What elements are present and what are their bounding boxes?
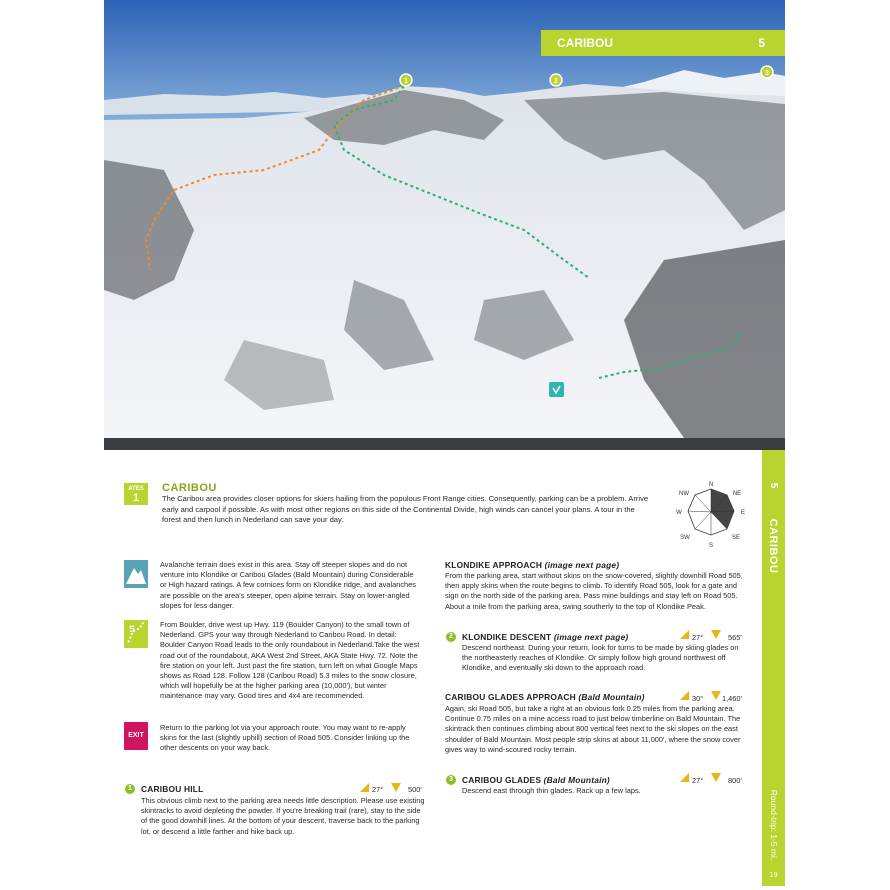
- angle-icon: [680, 691, 689, 700]
- route-1-title: CARIBOU HILL: [141, 784, 204, 794]
- directions-icon: [124, 620, 148, 648]
- avalanche-text: Avalanche terrain does exist in this area. Stay off steeper slopes and do not venture into Klondike or Caribou Glades (Bald Mountain) during Considerable or High hazard ratings. A few cornices form on Klondike ridge, and avalanches are possible on the area's steeper, open alpine terrain. Stay on lower-angled slopes for less danger.: [160, 560, 416, 610]
- exit-text: Return to the parking lot via your approach route. You may want to re-apply skins for the last (slightly uphill) section of Road 505. Consider linking up the other descents on your way back.: [160, 723, 410, 753]
- compass-w: W: [676, 510, 682, 516]
- side-tab: [762, 450, 785, 886]
- angle-icon: [680, 630, 689, 639]
- route-3-vert: 800': [728, 776, 742, 785]
- route-3-marker: 3: [446, 775, 456, 785]
- area-intro: The Caribou area provides closer options for skiers hailing from the populous Front Range cities. Consequently, parking can be a problem. Arrive early and carpool if possible. As with most other regions on this side of the Continental Divide, high winds can cancel your plans. A tour in the forest and then lunch in Nederland can save your day.: [162, 494, 649, 524]
- compass-n: N: [708, 482, 714, 488]
- route-2-text: Descend northeast. During your return, look for turns to be made by skiing glades on the northeasterly reaches of Klondike. Or simply follow high ground northwest off Klondike, and eventually ski down to the approach road.: [462, 643, 739, 673]
- route-2-marker: 2: [446, 632, 456, 642]
- round-trip-label: Round-trip: 1-5 mi.: [769, 789, 779, 861]
- vertical-icon: [391, 783, 401, 792]
- exit-icon: EXIT: [124, 722, 148, 750]
- glades-approach-angle: 30°: [692, 694, 704, 703]
- angle-icon: [680, 773, 689, 782]
- aspect-compass: [672, 481, 750, 555]
- route-1-angle: 27°: [372, 785, 384, 794]
- glades-approach-text: Again, ski Road 505, but take a right at an obvious fork 0.25 miles from the parking area. Continue 0.75 miles on a mine access road to just below timberline on Bald Mountain. The skintrack then continues climbing about 800 vertical feet next to the ski slopes on the east shoulder of Bald Mountain. Most people strip skins at about 11,000', where the snow cover gives way to wind-scoured rocky terrain.: [445, 704, 741, 754]
- vertical-icon: [711, 773, 721, 782]
- aerial-photo: [104, 0, 785, 438]
- klondike-approach-text: From the parking area, start without skins on the snow-covered, slightly downhill Road 505, then apply skins when the route begins to climb. To identify Road 505, look for a gate and sign on the north side of the parking area. Pass mine buildings and stay left on Road 505. About a mile from the parking area, swing southerly to the top of Klondike Peak.: [445, 571, 743, 611]
- parking-icon: [549, 382, 564, 397]
- route-1-text: This obvious climb next to the parking area needs little description. Please use existing skintracks to avoid depleting the powder. If you're breaking trail (rare), stay to the side of the good downhill lines. At the bottom of your descent, traverse back to the parking lot, or descend a little farther and hike back up.: [141, 796, 425, 836]
- header-number: 5: [758, 36, 765, 50]
- marker-3-label: 3: [765, 70, 769, 77]
- side-tab-name: CARIBOU: [767, 518, 779, 574]
- vertical-icon: [711, 691, 721, 700]
- compass-se: SE: [731, 535, 741, 541]
- route-3-text: Descend east through thin glades. Rack up a few laps.: [462, 786, 641, 795]
- directions-text: From Boulder, drive west up Hwy. 119 (Boulder Canyon) to the small town of Nederland. GPS your way through Nederland to Caribou Road. In detail: Boulder Canyon Road leads to the only roundabout in Nederland.Take the west road out of the roundabout, AKA West 2nd Street, AKA State Hwy. 72. Note the fire station on your left. Just past the fire station, turn left on what Google Maps shows as Road 128. Follow 128 (Caribou Road) 5.3 miles to the snow closure, which will hopefully be at the higher parking area (10,000'), but winter maintenance may vary. Good tires and 4x4 are recommended.: [160, 620, 420, 701]
- route-3-title: CARIBOU GLADES (Bald Mountain): [462, 775, 610, 785]
- compass-nw: NW: [679, 491, 689, 497]
- page-number: 19: [769, 870, 778, 879]
- route-2-vert: 565': [728, 633, 742, 642]
- svg-text:S: S: [129, 624, 136, 634]
- route-2-angle: 27°: [692, 633, 704, 642]
- side-tab-number: 5: [768, 482, 779, 489]
- route-3-angle: 27°: [692, 776, 704, 785]
- photo-strip: [104, 438, 785, 450]
- marker-2-label: 2: [554, 78, 558, 85]
- photo-illustration: [104, 0, 785, 438]
- compass-ne: NE: [732, 491, 742, 497]
- header-banner: [541, 30, 785, 56]
- compass-e: E: [740, 510, 746, 516]
- route-1-marker: 1: [125, 784, 135, 794]
- angle-icon: [360, 783, 369, 792]
- klondike-approach-title: KLONDIKE APPROACH (image next page): [445, 560, 620, 570]
- ates-value: 1: [132, 492, 140, 504]
- marker-1-label: 1: [404, 78, 408, 85]
- ates-badge: [124, 483, 148, 505]
- vertical-icon: [711, 630, 721, 639]
- avalanche-icon: [124, 560, 148, 588]
- header-title: CARIBOU: [557, 36, 613, 50]
- ates-label: ATES: [128, 486, 144, 492]
- compass-s: S: [708, 543, 714, 549]
- compass-sw: SW: [680, 535, 690, 541]
- route-2-title: KLONDIKE DESCENT (image next page): [462, 632, 629, 642]
- glades-approach-title: CARIBOU GLADES APPROACH (Bald Mountain): [445, 692, 645, 702]
- route-1-vert: 500': [408, 785, 422, 794]
- area-title: CARIBOU: [162, 482, 217, 494]
- glades-approach-vert: 1,460': [722, 694, 742, 703]
